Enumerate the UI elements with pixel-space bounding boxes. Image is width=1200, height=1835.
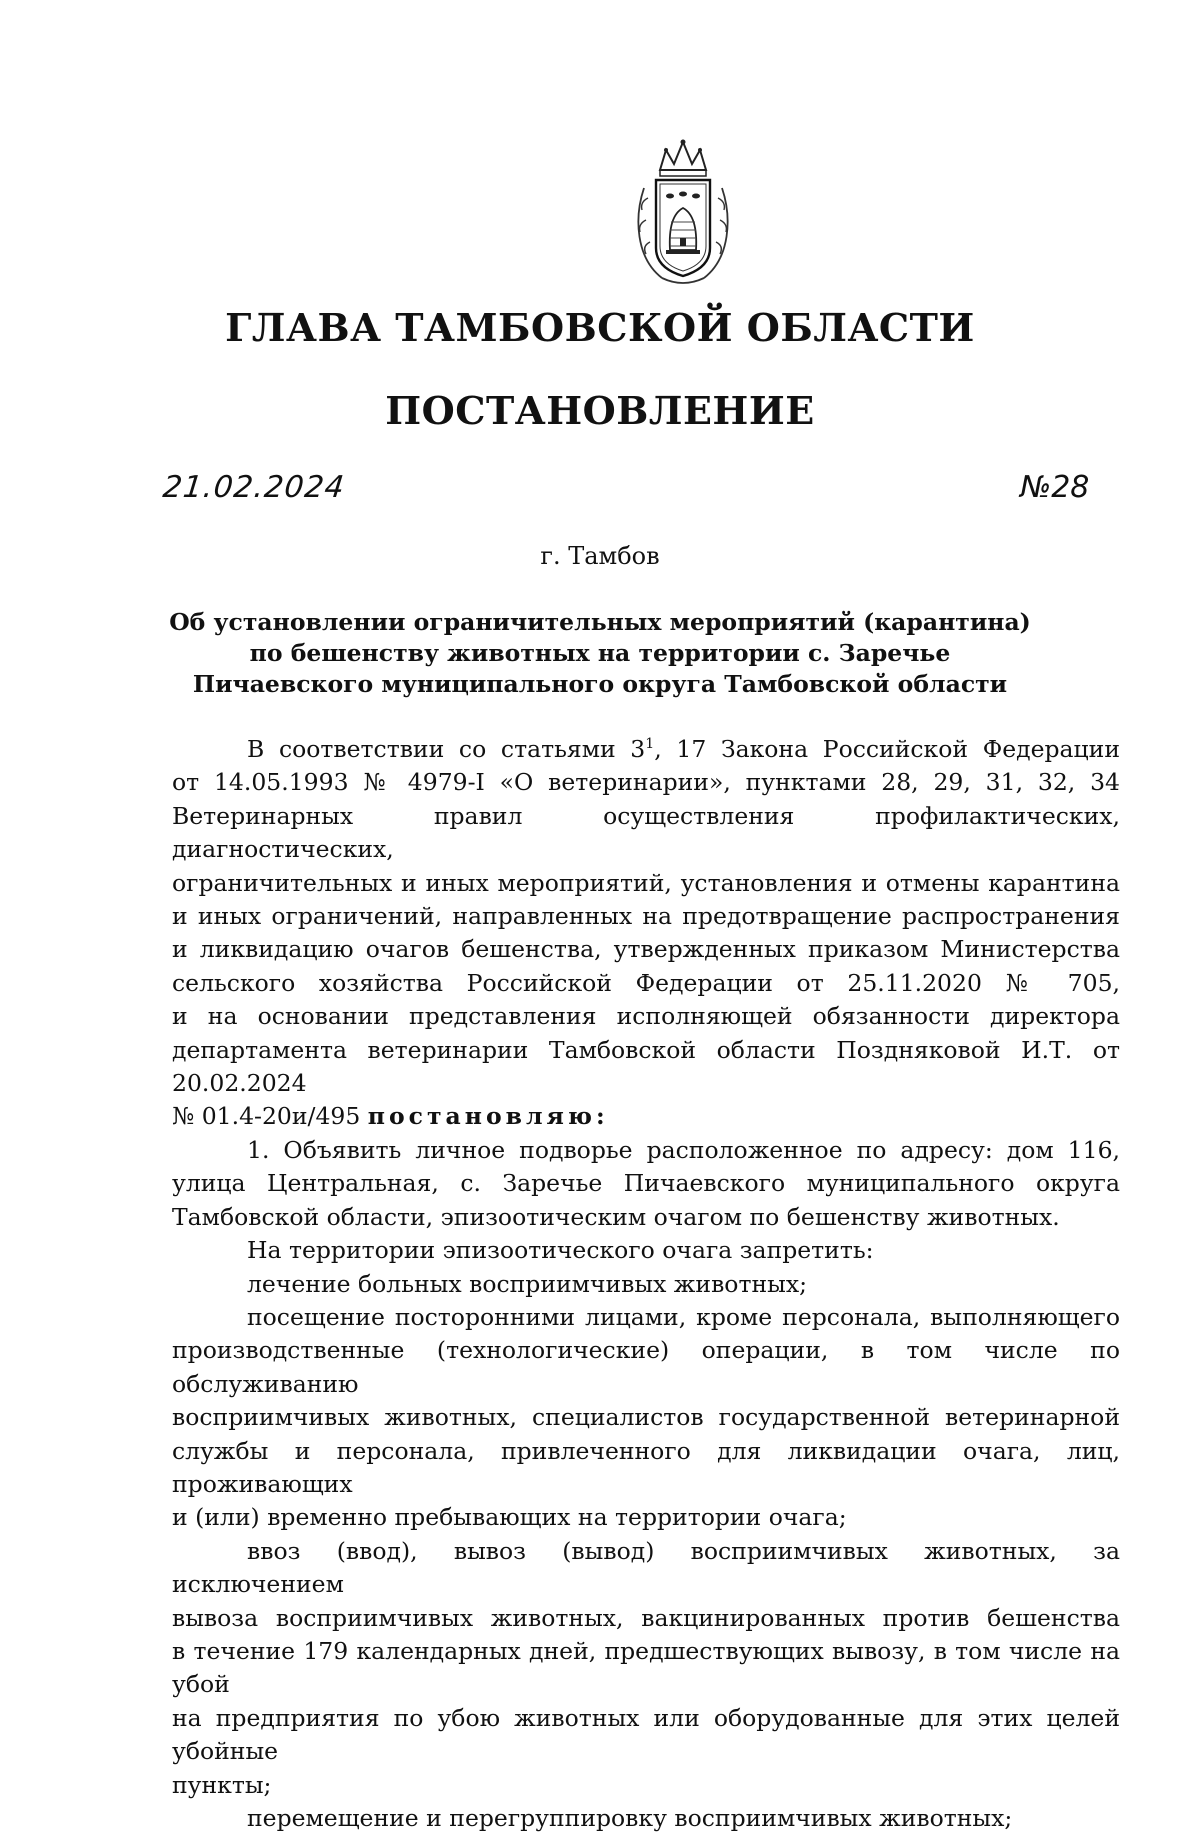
superscript: 1 — [645, 736, 655, 753]
body-line: улица Центральная, с. Заречье Пичаевского муниципального округа — [172, 1169, 1120, 1198]
body-line: на предприятия по убою животных или оборудованные для этих целей убойные — [172, 1703, 1120, 1766]
issuer-title: ГЛАВА ТАМБОВСКОЙ ОБЛАСТИ — [225, 305, 975, 350]
body-line: лечение больных восприимчивых животных; — [247, 1269, 807, 1298]
text-run: , 17 Закона Российской Федерации — [654, 735, 1120, 763]
body-line: вывоза восприимчивых животных, вакцинированных против бешенства — [172, 1603, 1120, 1632]
number-prefix: № — [1020, 470, 1052, 505]
body-line — [172, 733, 1120, 766]
body-line: ввоз (ввод), вывоз (вывод) восприимчивых животных, за исключением — [172, 1536, 1120, 1599]
body-line: На территории эпизоотического очага запретить: — [247, 1236, 874, 1265]
tambov-coat-of-arms-icon — [632, 138, 734, 290]
body-line — [172, 1100, 1120, 1133]
number-value: 28 — [1051, 470, 1090, 505]
body-line: ограничительных и иных мероприятий, установления и отмены карантина — [172, 868, 1120, 897]
document-number — [1020, 470, 1089, 505]
document-city: г. Тамбов — [540, 542, 660, 570]
resolve-word: постановляю: — [367, 1102, 609, 1131]
text-run: № 01.4-20и/495 — [172, 1102, 368, 1131]
body-line: сельского хозяйства Российской Федерации от 25.11.2020 № 705, — [172, 968, 1120, 997]
document-type: ПОСТАНОВЛЕНИЕ — [385, 388, 815, 433]
body-line: и ликвидацию очагов бешенства, утвержденных приказом Министерства — [172, 935, 1120, 964]
body-line: пункты; — [172, 1770, 272, 1799]
heading-line: Пичаевского муниципального округа Тамбовской области — [192, 670, 1008, 698]
body-line: и иных ограничений, направленных на предотвращение распространения — [172, 902, 1120, 931]
body-line: восприимчивых животных, специалистов государственной ветеринарной — [172, 1403, 1120, 1432]
body-line: Ветеринарных правил осуществления профилактических, диагностических, — [172, 801, 1120, 864]
document-heading — [0, 607, 1200, 700]
body-line: службы и персонала, привлеченного для ликвидации очага, лиц, проживающих — [172, 1436, 1120, 1498]
document-body — [172, 733, 1120, 1835]
body-line: в течение 179 календарных дней, предшествующих вывозу, в том числе на убой — [172, 1636, 1120, 1699]
document-date: 21.02.2024 — [161, 470, 347, 505]
text-run: В соответствии со статьями 3 — [247, 735, 646, 763]
body-line: посещение посторонними лицами, кроме персонала, выполняющего — [247, 1302, 1120, 1331]
heading-line: по бешенству животных на территории с. Заречье — [249, 639, 951, 667]
body-line: перемещение и перегруппировку восприимчивых животных; — [247, 1804, 1013, 1832]
body-line: и (или) временно пребывающих на территории очага; — [172, 1503, 847, 1532]
body-line: производственные (технологические) операции, в том числе по обслуживанию — [172, 1336, 1120, 1398]
body-line: Тамбовской области, эпизоотическим очагом по бешенству животных. — [172, 1202, 1060, 1231]
body-line: департамента ветеринарии Тамбовской области Поздняковой И.Т. от 20.02.2024 — [172, 1035, 1120, 1098]
body-line: от 14.05.1993 № 4979-I «О ветеринарии», пунктами 28, 29, 31, 32, 34 — [172, 768, 1120, 797]
body-line: 1. Объявить личное подворье расположенное по адресу: дом 116, — [247, 1135, 1120, 1164]
body-line: и на основании представления исполняющей обязанности директора — [172, 1002, 1120, 1031]
heading-line: Об установлении ограничительных мероприятий (карантина) — [169, 608, 1031, 636]
